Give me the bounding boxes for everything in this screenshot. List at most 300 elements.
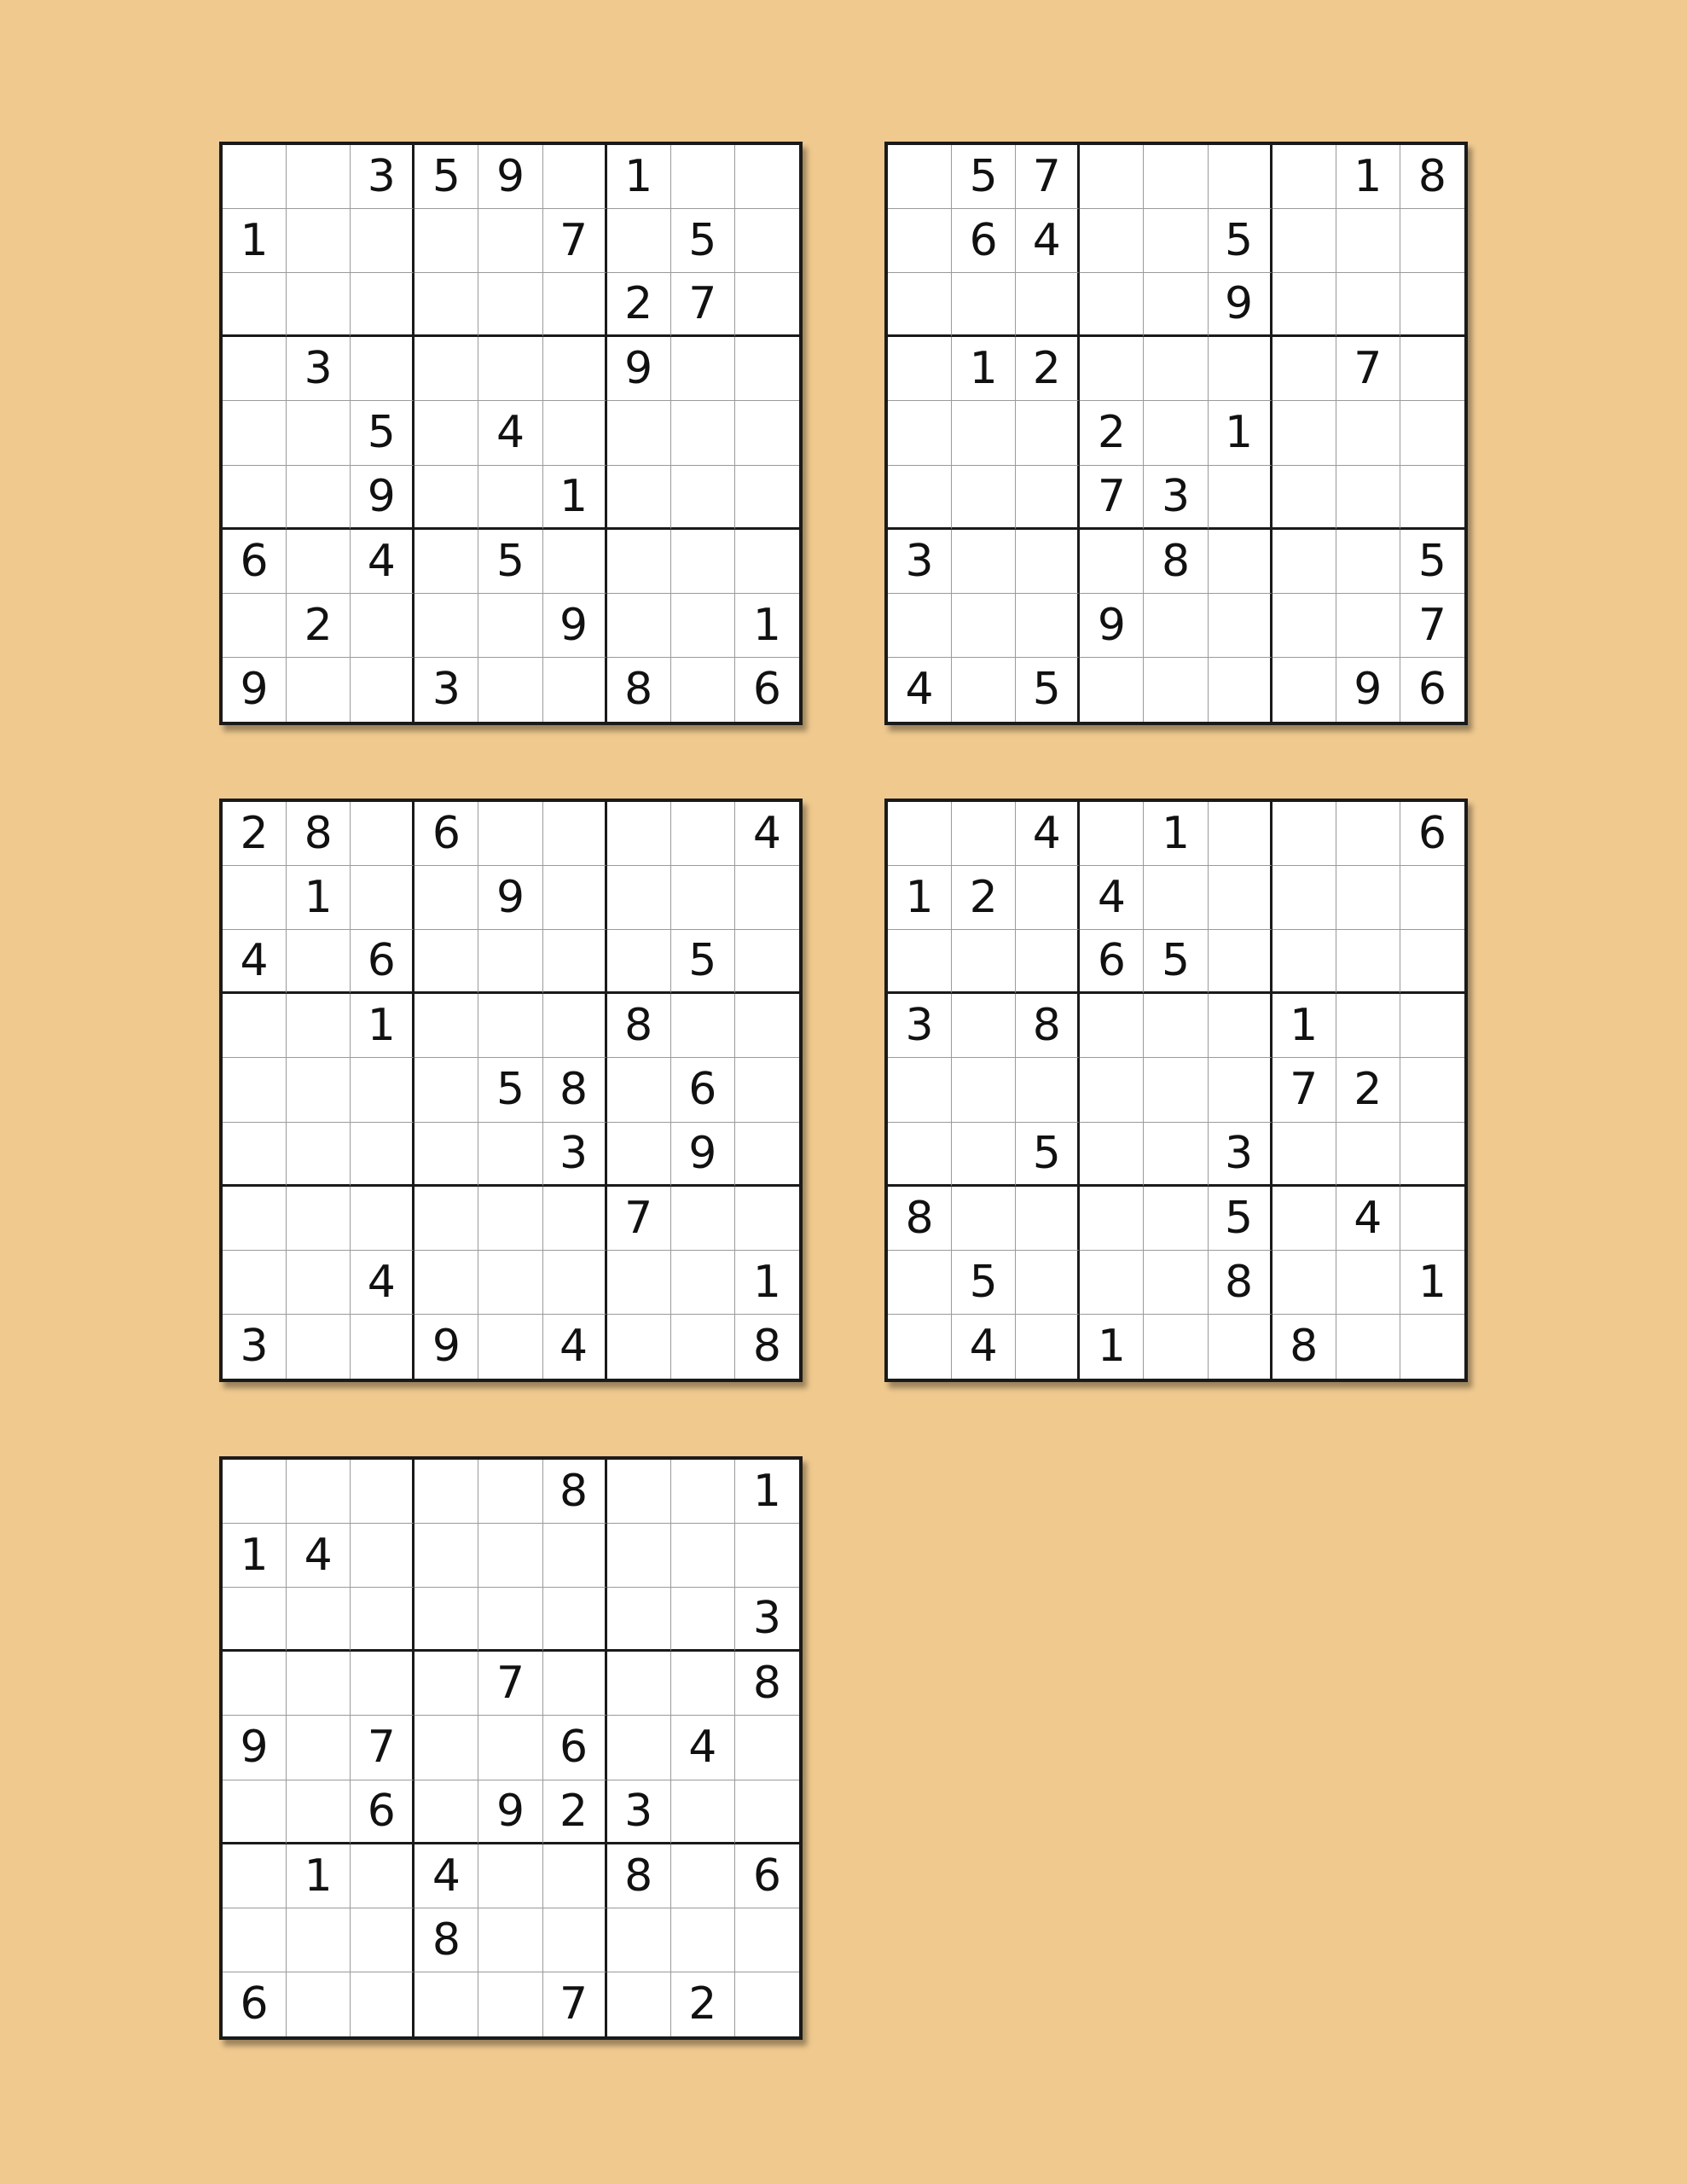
sudoku-cell[interactable] [1272, 401, 1336, 465]
sudoku-cell[interactable]: 1 [351, 994, 415, 1058]
sudoku-cell[interactable] [888, 337, 952, 401]
sudoku-cell[interactable] [1400, 337, 1464, 401]
sudoku-cell[interactable] [888, 401, 952, 465]
sudoku-cell[interactable] [543, 530, 607, 594]
sudoku-cell[interactable]: 8 [607, 658, 671, 722]
sudoku-cell[interactable] [287, 1187, 351, 1251]
sudoku-cell[interactable] [543, 401, 607, 465]
sudoku-cell[interactable] [735, 209, 799, 273]
sudoku-cell[interactable] [287, 1058, 351, 1122]
sudoku-cell[interactable] [1080, 1187, 1144, 1251]
sudoku-cell[interactable] [1144, 401, 1208, 465]
sudoku-cell[interactable] [735, 1123, 799, 1187]
sudoku-cell[interactable]: 2 [952, 866, 1016, 930]
sudoku-cell[interactable]: 5 [1016, 658, 1080, 722]
sudoku-cell[interactable]: 7 [607, 1187, 671, 1251]
sudoku-cell[interactable]: 4 [671, 1716, 735, 1780]
sudoku-cell[interactable]: 3 [607, 1780, 671, 1844]
sudoku-cell[interactable] [1080, 337, 1144, 401]
sudoku-cell[interactable]: 6 [952, 209, 1016, 273]
sudoku-cell[interactable] [607, 1460, 671, 1524]
sudoku-cell[interactable] [1272, 930, 1336, 994]
sudoku-cell[interactable] [1336, 209, 1400, 273]
sudoku-cell[interactable] [888, 930, 952, 994]
sudoku-cell[interactable] [223, 1780, 287, 1844]
sudoku-cell[interactable]: 4 [1016, 209, 1080, 273]
sudoku-cell[interactable] [1080, 273, 1144, 337]
sudoku-cell[interactable] [223, 1652, 287, 1716]
sudoku-cell[interactable] [1144, 594, 1208, 658]
sudoku-cell[interactable] [1272, 337, 1336, 401]
sudoku-cell[interactable]: 8 [1209, 1251, 1272, 1315]
sudoku-cell[interactable] [888, 1251, 952, 1315]
sudoku-cell[interactable] [1209, 1315, 1272, 1379]
sudoku-cell[interactable] [952, 594, 1016, 658]
sudoku-cell[interactable]: 5 [1209, 1187, 1272, 1251]
sudoku-cell[interactable] [478, 658, 542, 722]
sudoku-cell[interactable] [351, 337, 415, 401]
sudoku-cell[interactable] [952, 1058, 1016, 1122]
sudoku-cell[interactable]: 6 [1080, 930, 1144, 994]
sudoku-cell[interactable]: 8 [607, 994, 671, 1058]
sudoku-cell[interactable] [1016, 930, 1080, 994]
sudoku-cell[interactable] [543, 145, 607, 209]
sudoku-cell[interactable] [223, 1588, 287, 1652]
sudoku-cell[interactable] [543, 1187, 607, 1251]
sudoku-cell[interactable] [1016, 866, 1080, 930]
sudoku-cell[interactable] [1400, 1187, 1464, 1251]
sudoku-cell[interactable]: 8 [1144, 530, 1208, 594]
sudoku-cell[interactable] [415, 1780, 478, 1844]
sudoku-cell[interactable] [287, 1588, 351, 1652]
sudoku-cell[interactable] [287, 1652, 351, 1716]
sudoku-cell[interactable] [351, 658, 415, 722]
sudoku-cell[interactable]: 9 [1209, 273, 1272, 337]
sudoku-cell[interactable] [607, 401, 671, 465]
sudoku-cell[interactable] [1144, 1187, 1208, 1251]
sudoku-cell[interactable] [351, 1652, 415, 1716]
sudoku-cell[interactable]: 3 [735, 1588, 799, 1652]
sudoku-cell[interactable] [478, 1524, 542, 1588]
sudoku-cell[interactable] [478, 1908, 542, 1972]
sudoku-cell[interactable] [671, 145, 735, 209]
sudoku-cell[interactable] [287, 930, 351, 994]
sudoku-cell[interactable]: 6 [1400, 802, 1464, 866]
sudoku-cell[interactable] [223, 1460, 287, 1524]
sudoku-cell[interactable] [478, 1315, 542, 1379]
sudoku-cell[interactable]: 1 [1209, 401, 1272, 465]
sudoku-cell[interactable] [1272, 273, 1336, 337]
sudoku-cell[interactable] [735, 1908, 799, 1972]
sudoku-cell[interactable]: 2 [607, 273, 671, 337]
sudoku-cell[interactable]: 9 [478, 866, 542, 930]
sudoku-cell[interactable] [1080, 209, 1144, 273]
sudoku-cell[interactable]: 1 [223, 209, 287, 273]
sudoku-cell[interactable] [1336, 1251, 1400, 1315]
sudoku-cell[interactable]: 2 [1080, 401, 1144, 465]
sudoku-cell[interactable]: 4 [415, 1844, 478, 1908]
sudoku-cell[interactable] [351, 273, 415, 337]
sudoku-cell[interactable] [478, 1972, 542, 2036]
sudoku-cell[interactable] [735, 530, 799, 594]
sudoku-cell[interactable] [888, 594, 952, 658]
sudoku-cell[interactable] [1272, 145, 1336, 209]
sudoku-cell[interactable] [415, 273, 478, 337]
sudoku-cell[interactable] [888, 145, 952, 209]
sudoku-cell[interactable]: 3 [1209, 1123, 1272, 1187]
sudoku-cell[interactable] [543, 1652, 607, 1716]
sudoku-cell[interactable] [415, 1588, 478, 1652]
sudoku-cell[interactable] [1400, 1123, 1464, 1187]
sudoku-cell[interactable] [1209, 866, 1272, 930]
sudoku-cell[interactable] [478, 1588, 542, 1652]
sudoku-cell[interactable] [287, 401, 351, 465]
sudoku-cell[interactable] [223, 1123, 287, 1187]
sudoku-cell[interactable] [1080, 1251, 1144, 1315]
sudoku-cell[interactable] [351, 209, 415, 273]
sudoku-cell[interactable]: 2 [543, 1780, 607, 1844]
sudoku-cell[interactable]: 5 [478, 1058, 542, 1122]
sudoku-cell[interactable] [1272, 530, 1336, 594]
sudoku-cell[interactable] [478, 1460, 542, 1524]
sudoku-cell[interactable]: 4 [888, 658, 952, 722]
sudoku-cell[interactable] [1209, 658, 1272, 722]
sudoku-cell[interactable] [1144, 145, 1208, 209]
sudoku-cell[interactable] [351, 1123, 415, 1187]
sudoku-cell[interactable]: 1 [223, 1524, 287, 1588]
sudoku-cell[interactable]: 4 [1336, 1187, 1400, 1251]
sudoku-cell[interactable]: 9 [607, 337, 671, 401]
sudoku-cell[interactable]: 8 [415, 1908, 478, 1972]
sudoku-cell[interactable] [1080, 145, 1144, 209]
sudoku-cell[interactable] [607, 1972, 671, 2036]
sudoku-cell[interactable] [607, 1652, 671, 1716]
sudoku-cell[interactable]: 4 [287, 1524, 351, 1588]
sudoku-cell[interactable] [287, 273, 351, 337]
sudoku-cell[interactable]: 9 [1336, 658, 1400, 722]
sudoku-cell[interactable] [735, 466, 799, 530]
sudoku-cell[interactable] [415, 1123, 478, 1187]
sudoku-cell[interactable]: 6 [415, 802, 478, 866]
sudoku-cell[interactable] [1336, 466, 1400, 530]
sudoku-cell[interactable] [1336, 866, 1400, 930]
sudoku-cell[interactable]: 7 [671, 273, 735, 337]
sudoku-cell[interactable] [671, 337, 735, 401]
sudoku-cell[interactable] [1209, 1058, 1272, 1122]
sudoku-cell[interactable] [671, 1588, 735, 1652]
sudoku-cell[interactable] [1016, 401, 1080, 465]
sudoku-cell[interactable]: 9 [543, 594, 607, 658]
sudoku-cell[interactable]: 7 [351, 1716, 415, 1780]
sudoku-cell[interactable] [351, 594, 415, 658]
sudoku-cell[interactable] [671, 1315, 735, 1379]
sudoku-cell[interactable] [671, 658, 735, 722]
sudoku-cell[interactable] [351, 1588, 415, 1652]
sudoku-cell[interactable] [1209, 145, 1272, 209]
sudoku-cell[interactable] [607, 594, 671, 658]
sudoku-cell[interactable] [1209, 930, 1272, 994]
sudoku-cell[interactable] [1400, 401, 1464, 465]
sudoku-cell[interactable] [671, 1652, 735, 1716]
sudoku-cell[interactable] [351, 1058, 415, 1122]
sudoku-cell[interactable] [671, 866, 735, 930]
sudoku-cell[interactable]: 7 [1336, 337, 1400, 401]
sudoku-cell[interactable] [671, 1460, 735, 1524]
sudoku-cell[interactable]: 8 [888, 1187, 952, 1251]
sudoku-cell[interactable] [671, 1844, 735, 1908]
sudoku-cell[interactable] [1272, 866, 1336, 930]
sudoku-cell[interactable]: 8 [607, 1844, 671, 1908]
sudoku-cell[interactable] [888, 273, 952, 337]
sudoku-cell[interactable] [543, 1524, 607, 1588]
sudoku-cell[interactable] [888, 802, 952, 866]
sudoku-cell[interactable] [1016, 1058, 1080, 1122]
sudoku-cell[interactable] [671, 1251, 735, 1315]
sudoku-cell[interactable] [1080, 530, 1144, 594]
sudoku-cell[interactable] [1209, 466, 1272, 530]
sudoku-cell[interactable]: 6 [671, 1058, 735, 1122]
sudoku-cell[interactable] [1080, 802, 1144, 866]
sudoku-cell[interactable] [287, 1315, 351, 1379]
sudoku-cell[interactable] [478, 209, 542, 273]
sudoku-cell[interactable]: 5 [1016, 1123, 1080, 1187]
sudoku-cell[interactable] [415, 594, 478, 658]
sudoku-cell[interactable] [351, 1460, 415, 1524]
sudoku-cell[interactable]: 8 [543, 1058, 607, 1122]
sudoku-cell[interactable] [671, 594, 735, 658]
sudoku-cell[interactable] [888, 466, 952, 530]
sudoku-cell[interactable]: 6 [735, 1844, 799, 1908]
sudoku-cell[interactable]: 1 [1336, 145, 1400, 209]
sudoku-cell[interactable]: 3 [351, 145, 415, 209]
sudoku-cell[interactable] [415, 866, 478, 930]
sudoku-cell[interactable] [223, 994, 287, 1058]
sudoku-cell[interactable] [287, 1123, 351, 1187]
sudoku-cell[interactable]: 1 [952, 337, 1016, 401]
sudoku-cell[interactable] [607, 1588, 671, 1652]
sudoku-cell[interactable] [415, 209, 478, 273]
sudoku-cell[interactable] [952, 530, 1016, 594]
sudoku-cell[interactable]: 4 [478, 401, 542, 465]
sudoku-cell[interactable] [1080, 1058, 1144, 1122]
sudoku-cell[interactable] [478, 1251, 542, 1315]
sudoku-cell[interactable] [607, 1716, 671, 1780]
sudoku-cell[interactable] [478, 930, 542, 994]
sudoku-cell[interactable]: 8 [1400, 145, 1464, 209]
sudoku-cell[interactable] [1016, 1251, 1080, 1315]
sudoku-cell[interactable] [1336, 994, 1400, 1058]
sudoku-cell[interactable] [607, 466, 671, 530]
sudoku-cell[interactable] [287, 1780, 351, 1844]
sudoku-cell[interactable] [1144, 658, 1208, 722]
sudoku-cell[interactable] [543, 866, 607, 930]
sudoku-cell[interactable] [952, 994, 1016, 1058]
sudoku-cell[interactable] [1080, 994, 1144, 1058]
sudoku-cell[interactable]: 4 [223, 930, 287, 994]
sudoku-cell[interactable]: 1 [1080, 1315, 1144, 1379]
sudoku-cell[interactable] [671, 802, 735, 866]
sudoku-cell[interactable] [478, 1716, 542, 1780]
sudoku-cell[interactable] [287, 209, 351, 273]
sudoku-cell[interactable]: 8 [1272, 1315, 1336, 1379]
sudoku-cell[interactable]: 1 [1272, 994, 1336, 1058]
sudoku-cell[interactable] [1336, 530, 1400, 594]
sudoku-cell[interactable] [1272, 1251, 1336, 1315]
sudoku-cell[interactable] [1336, 1315, 1400, 1379]
sudoku-cell[interactable] [1144, 994, 1208, 1058]
sudoku-cell[interactable] [1336, 401, 1400, 465]
sudoku-cell[interactable]: 7 [1016, 145, 1080, 209]
sudoku-cell[interactable] [543, 1844, 607, 1908]
sudoku-cell[interactable]: 4 [351, 1251, 415, 1315]
sudoku-cell[interactable] [543, 337, 607, 401]
sudoku-cell[interactable] [415, 1460, 478, 1524]
sudoku-cell[interactable] [543, 1588, 607, 1652]
sudoku-cell[interactable] [735, 1972, 799, 2036]
sudoku-cell[interactable] [671, 1524, 735, 1588]
sudoku-cell[interactable]: 7 [1400, 594, 1464, 658]
sudoku-cell[interactable] [1144, 1315, 1208, 1379]
sudoku-cell[interactable] [607, 802, 671, 866]
sudoku-cell[interactable] [1272, 594, 1336, 658]
sudoku-cell[interactable] [1080, 658, 1144, 722]
sudoku-cell[interactable] [1016, 530, 1080, 594]
sudoku-cell[interactable] [415, 466, 478, 530]
sudoku-cell[interactable] [607, 866, 671, 930]
sudoku-cell[interactable] [607, 1908, 671, 1972]
sudoku-cell[interactable]: 6 [752, 664, 781, 716]
sudoku-cell[interactable] [671, 401, 735, 465]
sudoku-cell[interactable]: 1 [1400, 1251, 1464, 1315]
sudoku-cell[interactable] [287, 994, 351, 1058]
sudoku-cell[interactable] [607, 530, 671, 594]
sudoku-cell[interactable] [478, 1123, 542, 1187]
sudoku-cell[interactable] [415, 1972, 478, 2036]
sudoku-cell[interactable] [351, 1844, 415, 1908]
sudoku-cell[interactable] [223, 466, 287, 530]
sudoku-cell[interactable] [1272, 466, 1336, 530]
sudoku-cell[interactable] [1272, 658, 1336, 722]
sudoku-cell[interactable] [952, 1123, 1016, 1187]
sudoku-cell[interactable] [952, 930, 1016, 994]
sudoku-cell[interactable] [287, 658, 351, 722]
sudoku-cell[interactable]: 5 [1400, 530, 1464, 594]
sudoku-cell[interactable] [952, 1187, 1016, 1251]
sudoku-cell[interactable] [607, 1123, 671, 1187]
sudoku-cell[interactable]: 5 [1144, 930, 1208, 994]
sudoku-cell[interactable] [1272, 1123, 1336, 1187]
sudoku-cell[interactable] [671, 1908, 735, 1972]
sudoku-cell[interactable] [287, 1908, 351, 1972]
sudoku-cell[interactable]: 7 [1272, 1058, 1336, 1122]
sudoku-cell[interactable]: 6 [223, 1972, 287, 2036]
sudoku-cell[interactable] [287, 1972, 351, 2036]
sudoku-cell[interactable] [415, 530, 478, 594]
sudoku-cell[interactable]: 8 [735, 1652, 799, 1716]
sudoku-cell[interactable] [735, 1716, 799, 1780]
sudoku-cell[interactable] [287, 1716, 351, 1780]
sudoku-cell[interactable]: 7 [478, 1652, 542, 1716]
sudoku-cell[interactable]: 7 [543, 209, 607, 273]
sudoku-cell[interactable] [415, 930, 478, 994]
sudoku-cell[interactable] [478, 273, 542, 337]
sudoku-cell[interactable] [223, 337, 287, 401]
sudoku-cell[interactable] [1144, 273, 1208, 337]
sudoku-cell[interactable] [1209, 994, 1272, 1058]
sudoku-cell[interactable] [1016, 1187, 1080, 1251]
sudoku-cell[interactable] [223, 866, 287, 930]
sudoku-cell[interactable]: 5 [478, 530, 542, 594]
sudoku-cell[interactable] [351, 1187, 415, 1251]
sudoku-cell[interactable]: 1 [735, 594, 799, 658]
sudoku-cell[interactable] [223, 1187, 287, 1251]
sudoku-cell[interactable] [1400, 866, 1464, 930]
sudoku-cell[interactable]: 1 [543, 466, 607, 530]
sudoku-cell[interactable] [223, 1844, 287, 1908]
sudoku-cell[interactable] [671, 530, 735, 594]
sudoku-cell[interactable] [351, 866, 415, 930]
sudoku-cell[interactable] [1144, 337, 1208, 401]
sudoku-cell[interactable] [888, 209, 952, 273]
sudoku-cell[interactable]: 9 [1080, 594, 1144, 658]
sudoku-cell[interactable] [607, 930, 671, 994]
sudoku-cell[interactable]: 2 [671, 1972, 735, 2036]
sudoku-cell[interactable] [223, 1251, 287, 1315]
sudoku-cell[interactable]: 1 [888, 866, 952, 930]
sudoku-cell[interactable] [1400, 273, 1464, 337]
sudoku-cell[interactable] [735, 401, 799, 465]
sudoku-cell[interactable] [1400, 930, 1464, 994]
sudoku-cell[interactable] [1336, 273, 1400, 337]
sudoku-cell[interactable]: 6 [351, 1780, 415, 1844]
sudoku-cell[interactable] [1272, 209, 1336, 273]
sudoku-cell[interactable]: 9 [223, 658, 287, 722]
sudoku-cell[interactable]: 2 [1336, 1058, 1400, 1122]
sudoku-cell[interactable] [287, 1460, 351, 1524]
sudoku-cell[interactable] [607, 1315, 671, 1379]
sudoku-cell[interactable]: 1 [735, 1251, 799, 1315]
sudoku-cell[interactable] [1400, 994, 1464, 1058]
sudoku-cell[interactable]: 5 [952, 1251, 1016, 1315]
sudoku-cell[interactable]: 4 [1080, 866, 1144, 930]
sudoku-cell[interactable] [415, 401, 478, 465]
sudoku-cell[interactable] [1400, 1315, 1464, 1379]
sudoku-cell[interactable] [1209, 594, 1272, 658]
sudoku-cell[interactable]: 8 [1016, 994, 1080, 1058]
sudoku-cell[interactable] [1336, 802, 1400, 866]
sudoku-cell[interactable] [351, 1524, 415, 1588]
sudoku-cell[interactable] [543, 930, 607, 994]
sudoku-cell[interactable]: 6 [223, 530, 287, 594]
sudoku-cell[interactable] [478, 594, 542, 658]
sudoku-cell[interactable] [1209, 530, 1272, 594]
sudoku-cell[interactable]: 3 [287, 337, 351, 401]
sudoku-cell[interactable] [952, 658, 1016, 722]
sudoku-cell[interactable] [223, 273, 287, 337]
sudoku-cell[interactable]: 3 [888, 994, 952, 1058]
sudoku-cell[interactable] [287, 530, 351, 594]
sudoku-cell[interactable]: 5 [415, 145, 478, 209]
sudoku-cell[interactable] [415, 1652, 478, 1716]
sudoku-cell[interactable] [671, 466, 735, 530]
sudoku-cell[interactable] [1144, 209, 1208, 273]
sudoku-cell[interactable] [287, 145, 351, 209]
sudoku-cell[interactable] [415, 1187, 478, 1251]
sudoku-cell[interactable] [888, 1123, 952, 1187]
sudoku-cell[interactable] [478, 1187, 542, 1251]
sudoku-cell[interactable] [1336, 594, 1400, 658]
sudoku-cell[interactable] [671, 1780, 735, 1844]
